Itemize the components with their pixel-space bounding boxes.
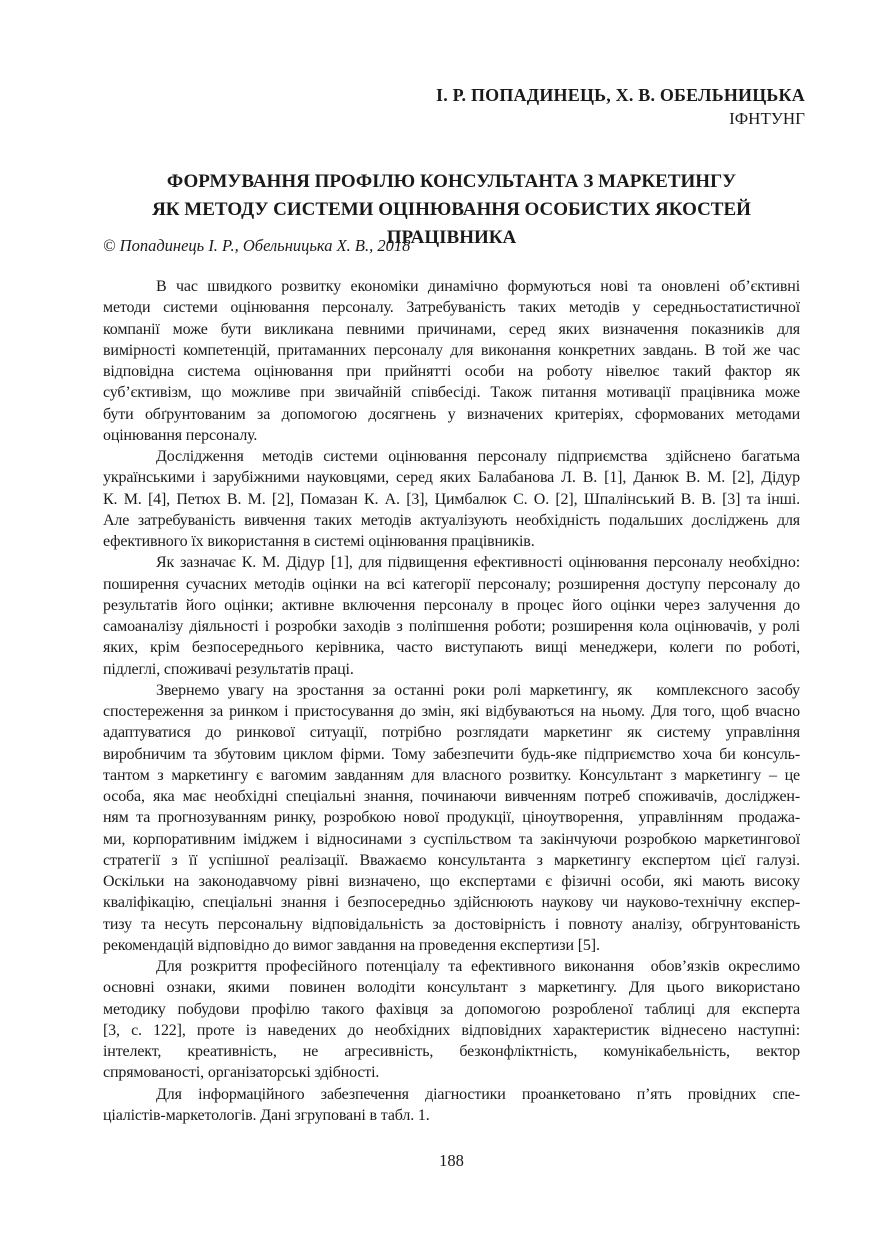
body-line: поширення сучасних методів оцінки на всі категорії персоналу; розширення доступу персоналу до <box>103 575 800 593</box>
body-line: ціалістів-маркетологів. Дані згруповані в табл. 1. <box>103 1106 430 1124</box>
body-line: адаптуватися до ринкової ситуації, потрібно розглядати маркетинг як систему управління <box>103 724 800 742</box>
body-line: методи системи оцінювання персоналу. Затребуваність таких методів у середньостатистичної <box>103 299 800 317</box>
body-line: Дослідження методів системи оцінювання персоналу підприємства здійснено багатьма <box>156 448 800 465</box>
body-line: Для розкриття професійного потенціалу та ефективного виконання обов’язків окреслимо <box>156 958 800 975</box>
paragraph <box>103 1084 800 1127</box>
paragraph <box>103 446 800 552</box>
body-line: компанії може бути викликана певними причинами, серед яких визначення показників для <box>103 320 800 338</box>
body-line: Для інформаційного забезпечення діагностики проанкетовано п’ять провідних спе- <box>156 1085 800 1103</box>
body-line: методику побудови профілю такого фахівця за допомогою розробленої таблиці для експерта <box>103 1000 800 1018</box>
body-line: бути обґрунтованим за допомогою досягнень у визначених критеріях, сформованих методами <box>103 405 800 423</box>
body-line: ням та прогнозуванням ринку, розробкою нової продукції, ціноутворення, управлінням продажа- <box>103 809 800 827</box>
body-line: [3, с. 122], проте із наведених до необхідних відповідних характеристик віднесено наступні: <box>103 1021 800 1039</box>
body-line: основні ознаки, якими повинен володіти консультант з маркетингу. Для цього використано <box>103 979 800 997</box>
paragraph <box>103 552 800 680</box>
body-line: підлеглі, споживачі результатів праці. <box>103 660 354 678</box>
body-line: інтелект, креативність, не агресивність, безконфліктність, комунікабельність, вектор <box>103 1043 800 1060</box>
body-line: Але затребуваність вивчення таких методів актуалізують необхідність подальших досліджень для <box>103 511 800 529</box>
article-body <box>103 276 800 1126</box>
paragraph <box>103 680 800 956</box>
body-line: відповідна система оцінювання при прийнятті особи на роботу нівелює такий фактор як <box>103 363 800 380</box>
body-line: особа, яка має необхідні спеціальні знання, починаючи вивченням потреб споживачів, досліджен- <box>103 788 800 805</box>
body-line: Звернемо увагу на зростання за останні роки ролі маркетингу, як комплексного засобу <box>156 681 800 699</box>
body-line: тантом з маркетингу є вагомим завданням для власного розвитку. Консультант з маркетингу – це <box>103 766 800 784</box>
author-block <box>436 84 805 130</box>
article-title-line-2: ЯК МЕТОДУ СИСТЕМИ ОЦІНЮВАННЯ ОСОБИСТИХ ЯКОСТЕЙ ПРАЦІВНИКА <box>152 199 751 248</box>
body-line: яких, крім безпосереднього керівника, часто виступають вищі менеджери, колеги по роботі, <box>103 639 800 657</box>
body-line: Як зазначає К. М. Дідур [1], для підвищення ефективності оцінювання персоналу необхідно: <box>156 554 800 572</box>
affiliation-line: ІФНТУНГ <box>729 109 805 128</box>
body-line: вимірності компетенцій, притаманних персоналу для виконання конкретних завдань. В той же час <box>103 341 800 359</box>
authors-line: І. Р. ПОПАДИНЕЦЬ, Х. В. ОБЕЛЬНИЦЬКА <box>436 85 805 105</box>
body-line: українськими і зарубіжними науковцями, серед яких Балабанова Л. В. [1], Данюк В. М. [2], Дідур <box>103 469 800 487</box>
body-line: тизу та несуть персональну відповідальність за достовірність і повноту аналізу, обгрунтованість <box>103 915 800 933</box>
body-line: ефективного їх використання в системі оцінювання працівників. <box>103 533 535 550</box>
copyright-line: © Попадинець І. Р., Обельницька Х. В., 2018 <box>103 236 411 255</box>
body-line: кваліфікацію, спеціальні знання і безпосередньо здійснюють наукову чи науково-технічну експер- <box>103 894 800 912</box>
body-line: спрямованості, організаторські здібності. <box>103 1064 380 1082</box>
body-line: спостереження за ринком і пристосування до змін, які відбуваються на ньому. Для того, щоб вчасно <box>103 703 800 720</box>
paragraph <box>103 276 800 446</box>
body-line: В час швидкого розвитку економіки динамічно формуються нові та оновлені об’єктивні <box>156 278 800 295</box>
page-number: 188 <box>439 1151 464 1170</box>
article-title-line-1: ФОРМУВАННЯ ПРОФІЛЮ КОНСУЛЬТАНТА З МАРКЕТИНГУ <box>166 171 737 192</box>
body-line: стратегії з її успішної реалізації. Вважаємо консультанта з маркетингу експертом цієї галузі. <box>103 851 800 869</box>
body-line: К. М. [4], Петюх В. М. [2], Помазан К. А. [3], Цимбалюк С. О. [2], Шпалінський В. В. [3] та інші. <box>103 490 800 508</box>
body-line: суб’єктивізм, що можливе при звичайній співбесіді. Також питання мотивації працівника може <box>103 384 800 402</box>
paragraph <box>103 956 800 1084</box>
body-line: оцінювання персоналу. <box>103 426 258 444</box>
body-line: рекомендацій відповідно до вимог завдання на проведення експертизи [5]. <box>103 936 600 954</box>
body-line: ми, корпоративним іміджем і відносинами з суспільством та закінчуючи розробкою маркетингової <box>103 830 800 848</box>
body-line: результатів його оцінки; активне включення персоналу в процес його оцінки через залучення до <box>103 596 800 614</box>
body-line: Оскільки на законодавчому рівні визначено, що експертами є фізичні особи, які мають високу <box>103 873 800 890</box>
body-line: виробничим та збутовим циклом фірми. Тому забезпечити будь-яке підприємство хоча би консуль- <box>103 745 800 763</box>
body-line: самоаналізу діяльності і розробки заходів з поліпшення роботи; розширення кола оцінювачів, у ролі <box>103 618 800 635</box>
